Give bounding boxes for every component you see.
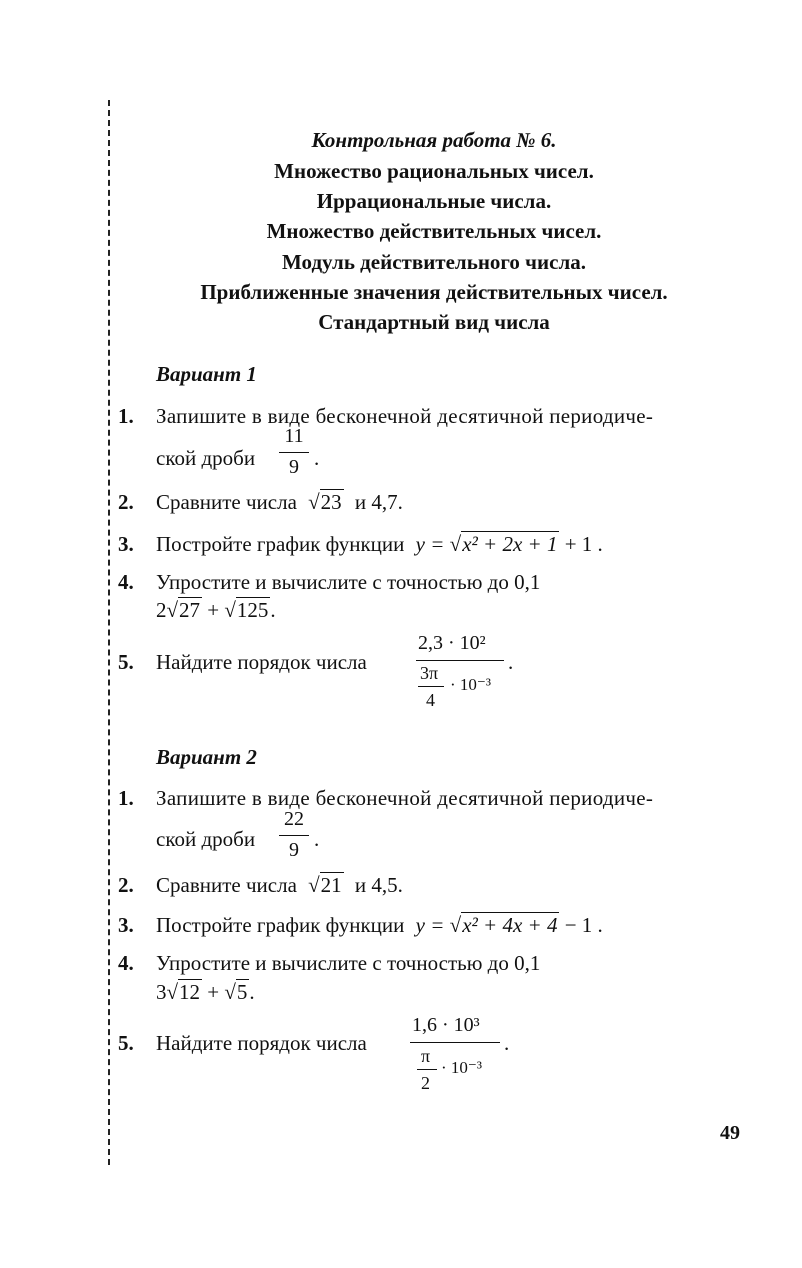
v2-task2-number: 2. <box>118 873 134 897</box>
v1-task5-pi-den: 4 <box>426 690 435 710</box>
v2-task5-main-bar <box>410 1042 500 1043</box>
v1-task4-radicand2: 125 <box>236 598 269 622</box>
v2-task3-y: y = <box>415 913 445 937</box>
v1-task5-pi-num: 3π <box>420 663 439 683</box>
v1-task4-sqrt1: √27 <box>166 598 201 622</box>
v1-task1-end: . <box>314 446 320 470</box>
v1-task3-number: 3. <box>118 532 134 556</box>
v1-task5-main-bar <box>416 660 504 661</box>
v2-task4-number: 4. <box>118 951 134 975</box>
v2-task2-text <box>156 873 403 898</box>
v1-task4-text: Упростите и вычислите с точностью до 0,1 <box>156 570 541 594</box>
v2-task5-power: · 10⁻³ <box>441 1058 482 1077</box>
v1-task5-power: · 10⁻³ <box>450 675 491 694</box>
v2-task1-number: 1. <box>118 786 134 810</box>
subtitle-line-5: Приближенные значения действительных чисел. <box>200 280 668 304</box>
v1-task3-y: y = <box>415 532 445 556</box>
v2-task4-expr <box>156 980 255 1005</box>
v1-task1-number: 1. <box>118 404 134 428</box>
v2-task2-tail: и 4,5. <box>354 873 403 897</box>
v2-task5-text: Найдите порядок числа <box>156 1031 367 1055</box>
v2-task1-frac-num: 22 <box>284 808 304 830</box>
v1-task5-pi-bar <box>418 686 444 687</box>
v1-task5-number: 5. <box>118 650 134 674</box>
v1-task3-label: Постройте график функции <box>156 532 405 556</box>
v1-task2-number: 2. <box>118 490 134 514</box>
v2-task4-text: Упростите и вычислите с точностью до 0,1 <box>156 951 541 975</box>
v2-task5-pi-num: π <box>421 1046 431 1066</box>
subtitle-line-6: Стандартный вид числа <box>318 310 550 334</box>
v2-task4-radicand1: 12 <box>179 980 201 1004</box>
v2-task4-plus: + <box>207 980 220 1004</box>
v1-task3-text <box>156 532 603 557</box>
v1-task4-number: 4. <box>118 570 134 594</box>
v2-task5-pi-bar <box>417 1069 437 1070</box>
v1-task5-text: Найдите порядок числа <box>156 650 367 674</box>
v2-task3-sqrt: √x² + 4x + 4 <box>449 913 558 937</box>
v1-task3-sqrt: √x² + 2x + 1 <box>449 532 558 556</box>
v1-task5-numerator: 2,3 · 10² <box>418 632 486 654</box>
v1-task4-end: . <box>270 598 276 622</box>
v1-task2-radicand: 23 <box>320 490 342 514</box>
v2-task4-sqrt1: √12 <box>166 980 201 1004</box>
v1-task4-expr <box>156 598 276 623</box>
subtitle-line-4: Модуль действительного числа. <box>282 250 586 274</box>
subtitle-line-3: Множество действительных чисел. <box>266 219 602 243</box>
v1-task2-label: Сравните числа <box>156 490 297 514</box>
v2-task5-pi-den: 2 <box>421 1073 430 1093</box>
page-title: Контрольная работа № 6. <box>311 128 557 152</box>
v2-task5-numerator: 1,6 · 10³ <box>412 1014 480 1036</box>
v2-task3-label: Постройте график функции <box>156 913 405 937</box>
v2-task1-frac-bar <box>279 835 309 836</box>
v1-task1-frac-num: 11 <box>284 425 304 447</box>
v1-task3-tail: + 1 . <box>564 532 603 556</box>
page-number: 49 <box>720 1122 740 1144</box>
v1-task4-sqrt2: √125 <box>224 598 269 622</box>
v2-task2-radicand: 21 <box>320 873 342 897</box>
v2-task2-sqrt: √21 <box>308 873 342 897</box>
v1-task1-text-b: ской дроби <box>156 446 256 470</box>
v2-task5-end: . <box>504 1031 510 1055</box>
v1-task5-end: . <box>508 650 514 674</box>
v2-task4-sqrt2: √5 <box>224 980 248 1004</box>
v1-task2-sqrt: √23 <box>308 490 342 514</box>
v2-task3-number: 3. <box>118 913 134 937</box>
v2-task3-text <box>156 913 603 938</box>
v2-task1-end: . <box>314 827 320 851</box>
subtitle-line-1: Множество рациональных чисел. <box>274 159 594 183</box>
v1-task4-plus: + <box>207 598 220 622</box>
v1-task1-frac-den: 9 <box>289 456 299 478</box>
v1-task4-radicand1: 27 <box>179 598 201 622</box>
v1-task1-frac-bar <box>279 452 309 453</box>
v2-task4-end: . <box>249 980 255 1004</box>
v1-task3-radicand: x² + 2x + 1 <box>462 532 558 556</box>
v2-task3-tail: − 1 . <box>564 913 603 937</box>
v2-task4-coef: 3 <box>156 980 167 1004</box>
v1-task4-coef: 2 <box>156 598 167 622</box>
v2-task4-radicand2: 5 <box>236 980 248 1004</box>
subtitle-line-2: Иррациональные числа. <box>316 189 552 213</box>
v2-task2-label: Сравните числа <box>156 873 297 897</box>
v2-task3-radicand: x² + 4x + 4 <box>462 913 558 937</box>
v1-task2-tail: и 4,7. <box>354 490 403 514</box>
v2-task1-frac-den: 9 <box>289 839 299 861</box>
variant-2-title: Вариант 2 <box>156 745 257 769</box>
variant-1-title: Вариант 1 <box>156 362 257 386</box>
v2-task1-text: Запишите в виде бесконечной десятичной периодиче- <box>156 786 654 810</box>
v2-task1-text-b: ской дроби <box>156 827 256 851</box>
v2-task5-number: 5. <box>118 1031 134 1055</box>
v1-task2-text <box>156 490 403 515</box>
v1-task1-text: Запишите в виде бесконечной десятичной периодиче- <box>156 404 654 428</box>
